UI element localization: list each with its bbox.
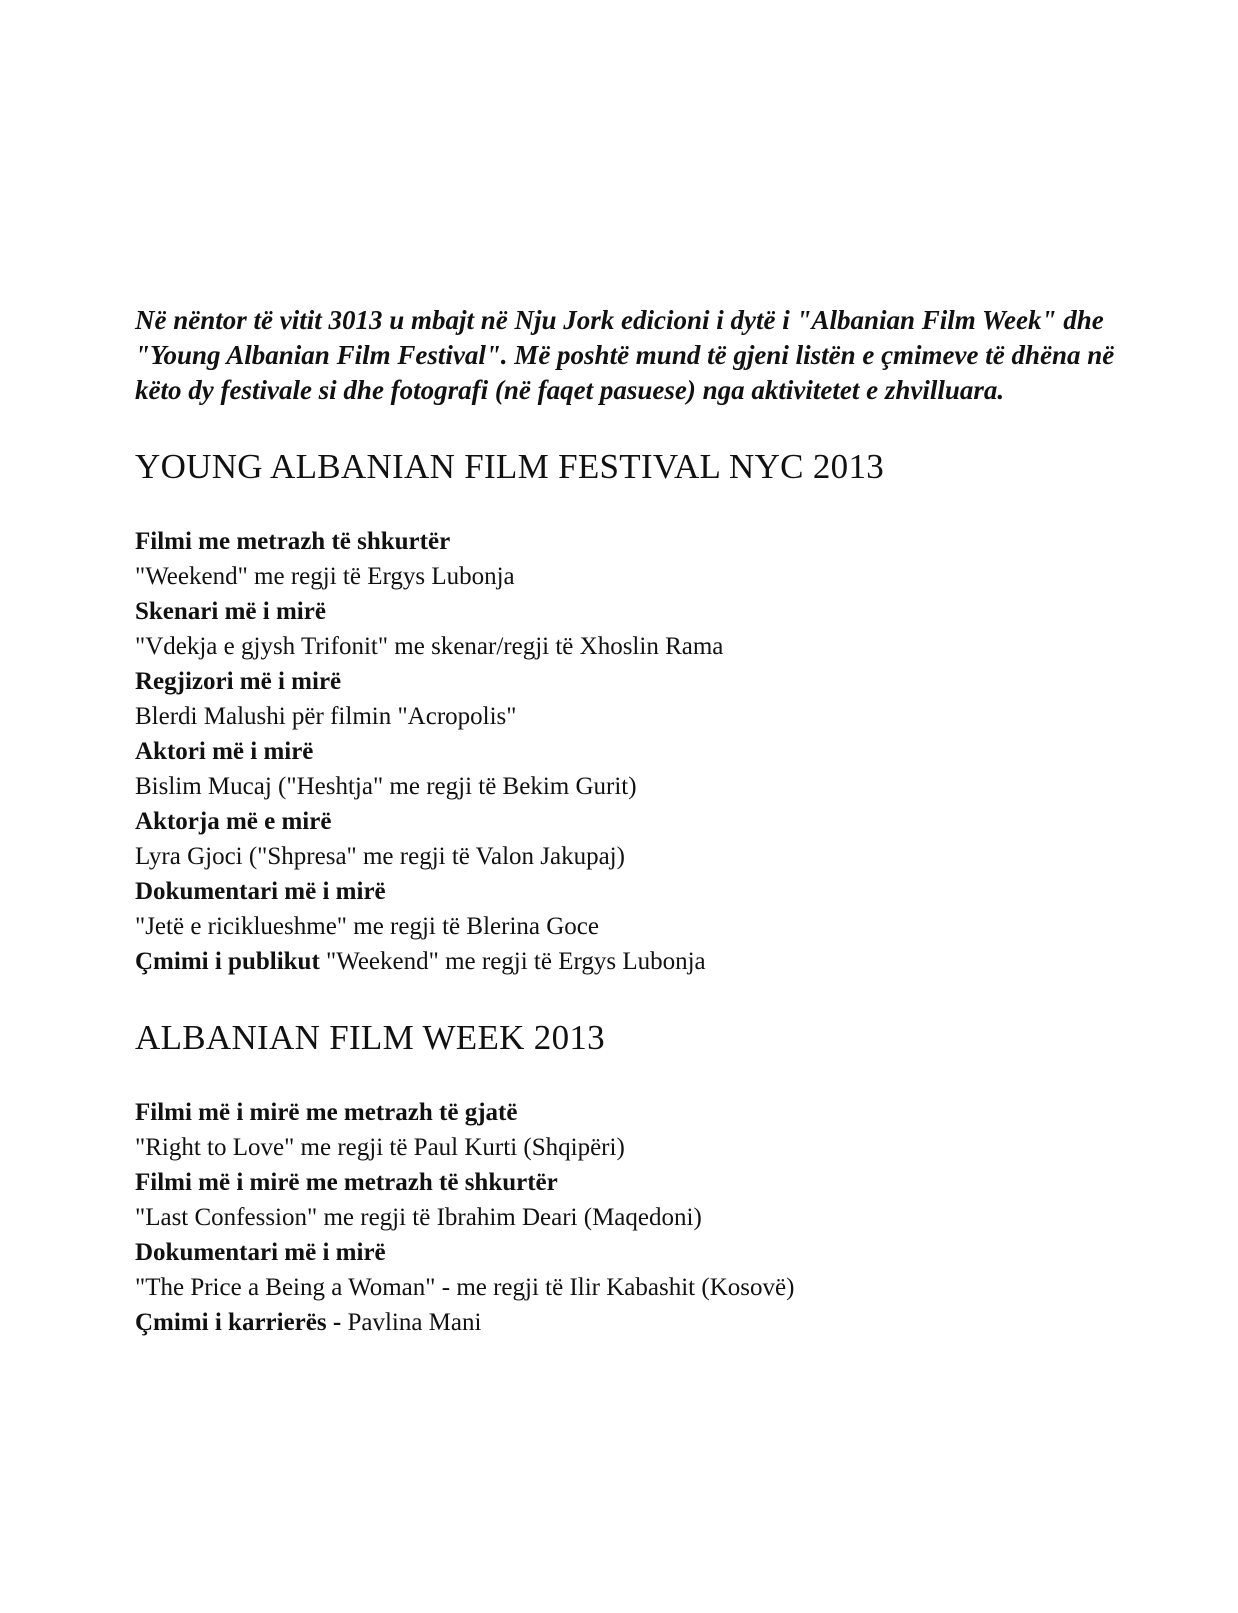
award-category: Aktorja më e mirë xyxy=(135,808,332,835)
award-category: Filmi më i mirë me metrazh të shkurtër xyxy=(135,1169,558,1196)
award-winner: Blerdi Malushi për filmin "Acropolis" xyxy=(135,703,517,730)
award-list-albanian-film-week xyxy=(135,1095,1135,1340)
award-row-inline xyxy=(135,1305,1135,1340)
award-winner: "Vdekja e gjysh Trifonit" me skenar/regji të Xhoslin Rama xyxy=(135,633,724,660)
award-winner: "The Price a Being a Woman" - me regji të Ilir Kabashit (Kosovë) xyxy=(135,1274,795,1301)
award-category: Çmimi i karrierës - xyxy=(135,1309,342,1336)
award-category: Skenari më i mirë xyxy=(135,598,326,625)
award-winner: "Weekend" me regji të Ergys Lubonja xyxy=(135,563,515,590)
section-title-young-albanian-film-festival: YOUNG ALBANIAN FILM FESTIVAL NYC 2013 xyxy=(135,447,885,486)
award-category: Filmi më i mirë me metrazh të gjatë xyxy=(135,1099,518,1126)
award-category: Regjizori më i mirë xyxy=(135,668,342,695)
award-category: Dokumentari më i mirë xyxy=(135,878,386,905)
award-category: Dokumentari më i mirë xyxy=(135,1239,386,1266)
award-winner: "Right to Love" me regji të Paul Kurti (Shqipëri) xyxy=(135,1134,625,1161)
intro-paragraph: Në nëntor të vitit 3013 u mbajt në Nju Jork edicioni i dytë i "Albanian Film Week" dhe "Young Albanian Film Festival". Më poshtë mund të gjeni listën e çmimeve të dhëna në këto dy festivale si dhe fotografi (në faqet pasuese) nga aktivitetet e zhvilluara. xyxy=(135,305,1115,405)
document-page xyxy=(135,303,1135,1340)
award-winner: Pavlina Mani xyxy=(347,1309,482,1336)
award-list-young-albanian-film-festival xyxy=(135,524,1135,979)
award-category: Çmimi i publikut xyxy=(135,948,320,975)
award-winner: Lyra Gjoci ("Shpresa" me regji të Valon Jakupaj) xyxy=(135,843,625,870)
award-category: Aktori më i mirë xyxy=(135,738,314,765)
award-winner: "Jetë e riciklueshme" me regji të Blerina Goce xyxy=(135,913,599,940)
section-title-albanian-film-week: ALBANIAN FILM WEEK 2013 xyxy=(135,1018,605,1057)
award-row-inline xyxy=(135,944,1135,979)
award-winner: "Last Confession" me regji të Ibrahim Deari (Maqedoni) xyxy=(135,1204,702,1231)
award-category: Filmi me metrazh të shkurtër xyxy=(135,528,451,555)
award-winner: Bislim Mucaj ("Heshtja" me regji të Bekim Gurit) xyxy=(135,773,637,800)
award-winner: "Weekend" me regji të Ergys Lubonja xyxy=(326,948,706,975)
